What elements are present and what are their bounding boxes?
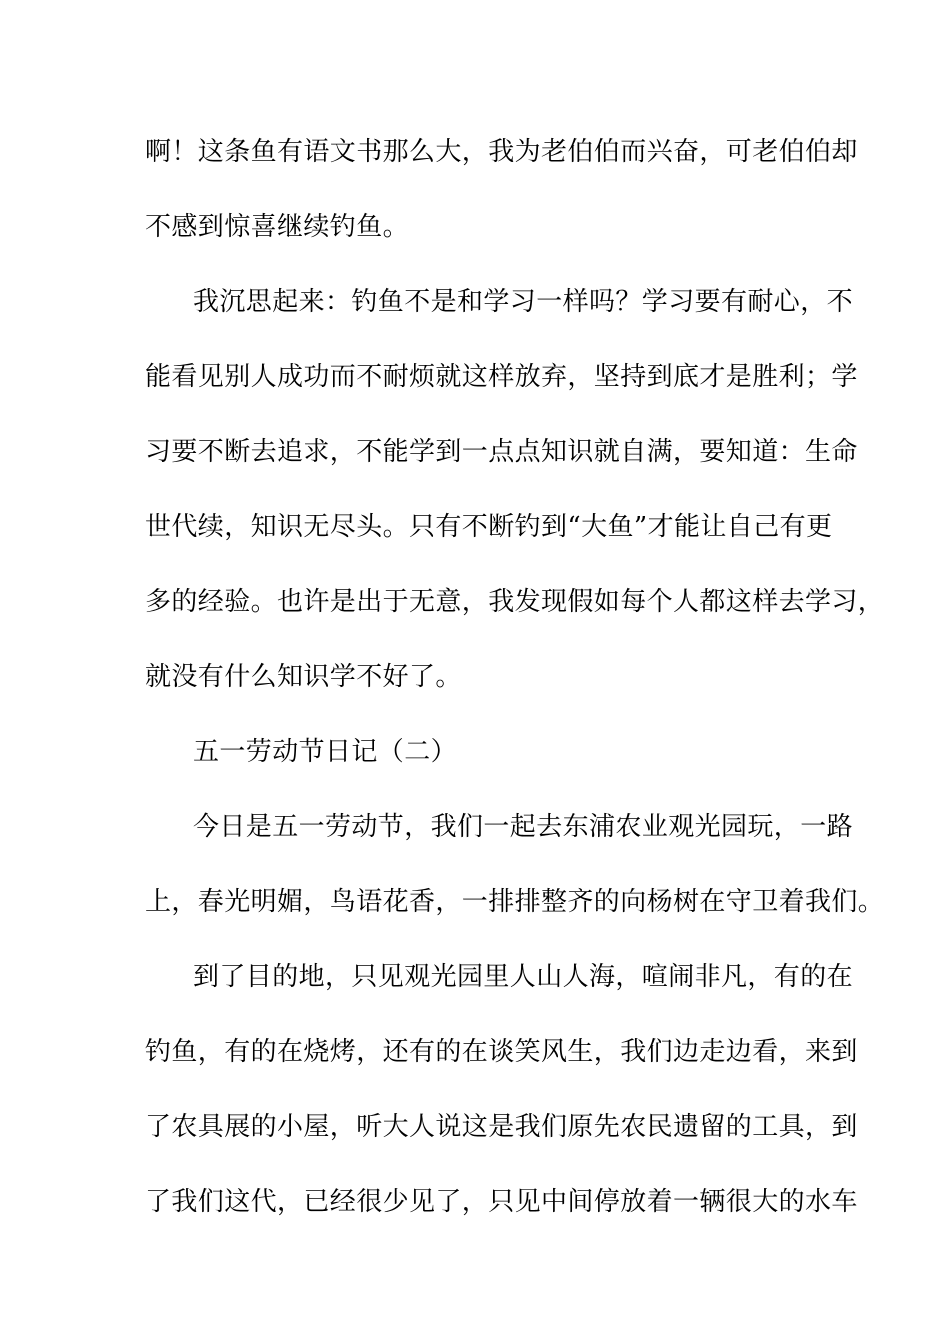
paragraph-start-line: 我沉思起来：钓鱼不是和学习一样吗？学习要有耐心，不 [193, 287, 854, 317]
paragraph-start-line: 到了目的地，只见观光园里人山人海，喧闹非凡，有的在 [193, 962, 854, 992]
text-line: 世代续，知识无尽头。只有不断钓到“大鱼”才能让自己有更 [145, 512, 833, 542]
text-line: 习要不断去追求，不能学到一点点知识就自满，要知道：生命 [145, 437, 858, 467]
text-line: 啊！这条鱼有语文书那么大，我为老伯伯而兴奋，可老伯伯却 [145, 137, 858, 167]
text-line: 上，春光明媚，鸟语花香，一排排整齐的向杨树在守卫着我们。 [145, 887, 885, 917]
text-line: 能看见别人成功而不耐烦就这样放弃，坚持到底才是胜利；学 [145, 362, 858, 392]
text-line: 多的经验。也许是出于无意，我发现假如每个人都这样去学习， [145, 587, 885, 617]
text-line: 了我们这代，已经很少见了，只见中间停放着一辆很大的水车 [145, 1187, 858, 1217]
text-line: 不感到惊喜继续钓鱼。 [145, 212, 410, 242]
paragraph-start-line: 今日是五一劳动节，我们一起去东浦农业观光园玩，一路 [193, 812, 854, 842]
text-line: 了农具展的小屋，听大人说这是我们原先农民遗留的工具，到 [145, 1112, 858, 1142]
text-line: 就没有什么知识学不好了。 [145, 662, 462, 692]
section-heading: 五一劳动节日记（二） [193, 737, 458, 767]
text-line: 钓鱼，有的在烧烤，还有的在谈笑风生，我们边走边看，来到 [145, 1037, 858, 1067]
